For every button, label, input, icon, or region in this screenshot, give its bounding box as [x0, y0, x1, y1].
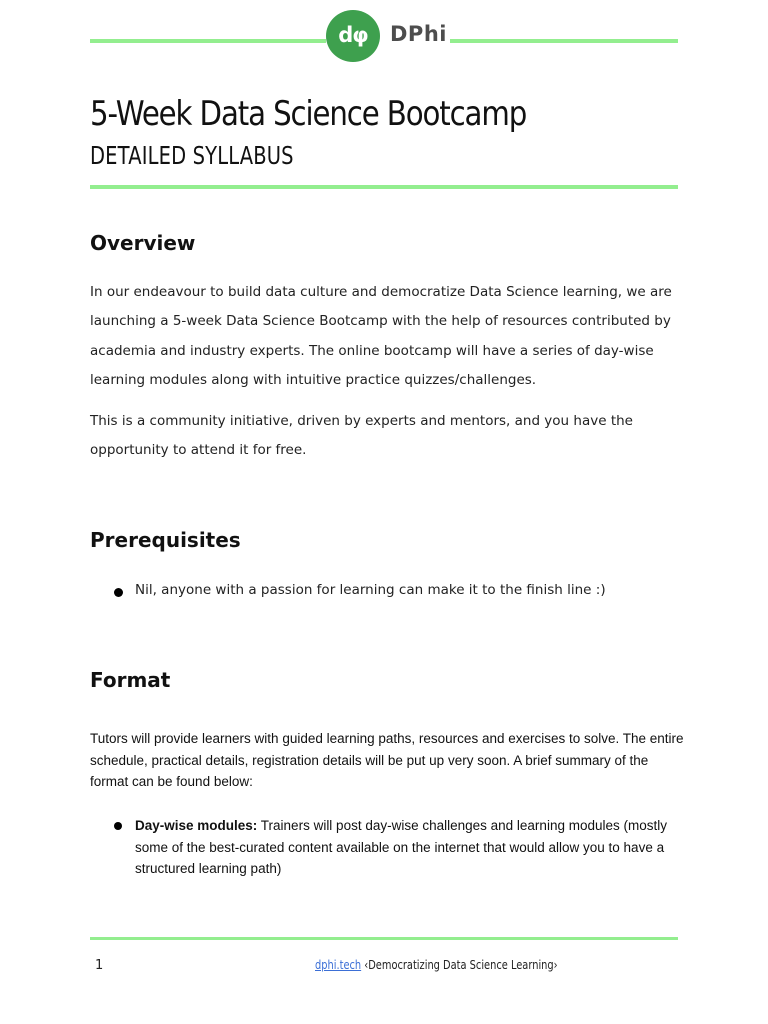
list-item-term: Day-wise modules:: [135, 818, 258, 833]
website-link[interactable]: dphi.tech: [315, 958, 362, 972]
overview-paragraph: In our endeavour to build data culture and democratize Data Science learning, we are launching a 5-week Data Science Bootcamp with the help of resources contributed by academia and industry experts. The online bootcamp will have a series of day-wise learning modules along with intuitive practice quizzes/challenges.: [90, 284, 672, 388]
format-intro: Tutors will provide learners with guided learning paths, resources and exercises to solve. The entire schedule, practical details, registration details will be put up very soon. A brief summary of the format can be found below:: [90, 731, 684, 789]
list-item-text: Nil, anyone with a passion for learning can make it to the finish line :): [135, 582, 606, 598]
prerequisites-heading: Prerequisites: [90, 528, 241, 552]
document-title: 5-Week Data Science Bootcamp: [90, 94, 527, 134]
logo-wordmark: DPhi: [390, 22, 447, 46]
bullet-icon: [114, 588, 123, 597]
overview-paragraph: This is a community initiative, driven by experts and mentors, and you have the opportunity to attend it for free.: [90, 413, 633, 459]
footer-divider: [90, 937, 678, 940]
overview-heading: Overview: [90, 231, 196, 255]
title-divider: [90, 185, 678, 189]
list-item-description: Trainers will post day-wise challenges and learning modules (mostly some of the best-curated content available on the internet that would allow you to have a structured learning path): [135, 818, 667, 876]
logo-mark-icon: dφ: [326, 10, 380, 62]
format-heading: Format: [90, 668, 171, 692]
footer-text: [315, 958, 558, 972]
list-item-text: [135, 815, 680, 880]
page-number: 1: [95, 958, 104, 973]
bullet-icon: [114, 822, 122, 830]
document-subtitle: DETAILED SYLLABUS: [90, 141, 294, 170]
footer-tagline: ‹Democratizing Data Science Learning›: [364, 958, 558, 972]
dphi-logo: [326, 10, 450, 64]
